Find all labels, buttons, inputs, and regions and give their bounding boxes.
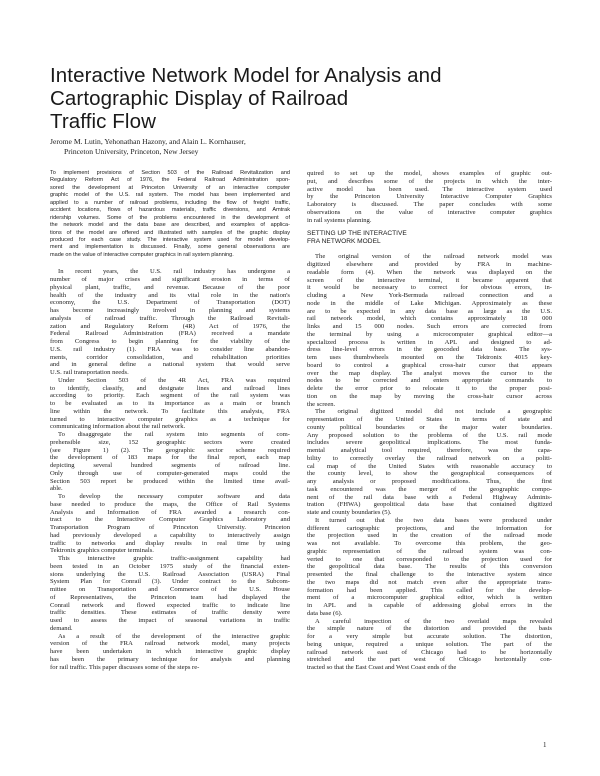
text-line: prehensible size, 152 geographic sectors were created <box>50 438 290 446</box>
text-line: number of major crises and significant erosion in terms of <box>50 276 290 283</box>
page-number: 1 <box>543 741 547 749</box>
title-line: Traffic Flow <box>50 110 156 133</box>
text-line: Conrail network and flowed expected traffic to indicate line <box>50 601 290 609</box>
text-line: economy, the U.S. Department of Transportation (DOT) <box>50 299 290 307</box>
text-line: U.S. rail transportation needs. <box>50 369 129 376</box>
text-line: in APL and is capable of addressing global errors in the <box>307 602 552 610</box>
text-line: for a very simple but accurate solution. The distortion, <box>307 633 552 641</box>
text-line: board to control a graphical cross-hair cursor that appears <box>307 361 552 369</box>
text-line: links and 15 000 nodes. Such errors are corrected from <box>307 323 552 331</box>
left-column <box>50 170 290 671</box>
text-line: traffic to networks and display results in real time by using <box>50 539 290 547</box>
paragraph <box>50 431 290 493</box>
author-affiliation: Princeton University, Princeton, New Jersey <box>64 146 199 156</box>
text-line: Only through use of computer-generated maps could the <box>50 469 290 477</box>
abstract-line: sored the development at Princeton University of an interactive computer <box>50 184 290 191</box>
paragraph <box>50 493 290 555</box>
text-line: stretched and the part west of Chicago horizontally con- <box>307 656 552 664</box>
text-line: the terminal by using a microcomputer graphical editor—a <box>307 330 552 338</box>
text-line: tion on the map by moving the cross-hair cursor across <box>307 392 552 400</box>
text-line: tem uses thumbwheels mounted on the Tektronix 4015 key- <box>307 354 552 362</box>
text-line: has been the primary technique for analysis and planning <box>50 655 290 663</box>
text-line: different cartographic projections, and the information for <box>307 524 552 532</box>
text-line: Federal Railroad Administration (FRA) received a mandate <box>50 330 290 338</box>
paragraph <box>307 253 552 408</box>
text-line: to be evaluated as to its importance as a main or branch <box>50 400 290 407</box>
text-line: had previously developed a capability to interactively assign <box>50 531 290 539</box>
abstract-line: To implement provisions of Section 503 of the Railroad Revitalization and <box>50 170 290 176</box>
text-line: has become increasingly involved in planning and systems <box>50 307 290 314</box>
text-line: analysis of railroad traffic. Through the Railroad Revitali- <box>50 314 290 322</box>
text-line: Any proposed solution to the problems of the U.S. rail mode <box>307 431 552 439</box>
text-line: state and county boundaries (5). <box>307 509 392 517</box>
paragraph <box>50 555 290 633</box>
text-line: dress line-level errors in the geocoded data base. The sys- <box>307 346 552 354</box>
text-line: able. <box>50 485 63 493</box>
text-line: to identify, classify, and designate lines and railroad lines <box>50 384 290 392</box>
right-intro-text <box>307 170 552 224</box>
text-line: the development of 183 maps for the final report, each map <box>50 454 290 462</box>
abstract-line: accident locations, flows of hazardous materials, traffic diversions, and Amtrak <box>50 207 290 214</box>
title-line: Interactive Network Model for Analysis and <box>50 64 442 87</box>
text-line: traffic densities. These estimates of traffic density were <box>50 609 290 617</box>
text-line: nent of the rail data base with a Federal Highway Adminis- <box>307 493 552 501</box>
text-line: over the map display. The analyst moves the cursor to the <box>307 369 552 377</box>
text-line: verted to one that corresponded to the projection used for <box>307 555 552 563</box>
text-line: turned to interactive computer graphics as a technique for <box>50 415 290 423</box>
text-line: presented the final challenge to the interactive system since <box>307 571 552 579</box>
text-line: tracted so that the East Coast and West Coast ends of the <box>307 664 457 672</box>
text-line: A careful inspection of the two overlaid maps revealed <box>315 617 552 625</box>
paper-title <box>50 64 550 133</box>
paragraph <box>307 170 552 224</box>
text-line: To develop the necessary computer software and data <box>58 493 290 500</box>
text-line: The original version of the railroad network model was <box>315 253 552 261</box>
left-body-text <box>50 268 290 671</box>
text-line: mittee on Transportation and Commerce of the U.S. House <box>50 586 290 593</box>
text-line: To disaggregate the rail system into segments of com- <box>58 431 290 438</box>
text-line: bility to correctly overlay the railroad network on a politi- <box>307 454 552 462</box>
text-line: for rail traffic. This paper discusses some of the steps re- <box>50 663 200 671</box>
text-line: readable form (4). When the network was displayed on the <box>307 268 552 276</box>
text-line: The original digitized model did not include a geographic <box>315 408 552 416</box>
text-line: Analysis and Information of FRA awarded a research con- <box>50 508 290 516</box>
text-line: mental analytical tool required, therefore, was the capa- <box>307 447 552 455</box>
text-line: have been undertaken in which interactive graphic display <box>50 648 290 655</box>
author-names: Jerome M. Lutin, Yehonathan Hazony, and Alain L. Kornhauser, <box>50 137 246 146</box>
text-line: tract to the Interactive Computer Graphics Laboratory and <box>50 516 290 524</box>
text-line: System Plan for Conrail (3). Under contract to the Subcom- <box>50 578 290 586</box>
text-line: used to assess the impact of seasonal variations in traffic <box>50 617 290 624</box>
text-line: base needed to produce the maps, the Office of Rail Systems <box>50 500 290 508</box>
text-line: of Representatives, the Princeton team had displayed the <box>50 593 290 601</box>
text-line: includes severe geopolitical implications. The most funda- <box>307 439 552 447</box>
paragraph <box>307 408 552 517</box>
text-line: the geopolitical data base. The results of this conversion <box>307 563 552 571</box>
abstract <box>50 170 290 259</box>
text-line: from Congress to begin planning for the viability of the <box>50 338 290 345</box>
paragraph <box>50 268 290 377</box>
right-body-text <box>307 253 552 672</box>
section-heading-line: SETTING UP THE INTERACTIVE <box>307 230 407 238</box>
text-line: Under Section 503 of the 4R Act, FRA was required <box>58 376 290 384</box>
text-line: it would be necessary to correct for obvious errors, in- <box>307 284 552 292</box>
text-line: ments, corridor consolidation, and rehabilitation priorities <box>50 353 290 361</box>
text-line: Transportation Program of Princeton University. Princeton <box>50 524 290 531</box>
text-line: digitized elsewhere and provided by FRA in machine- <box>307 261 552 269</box>
text-line: nodes to be corrected and enters appropriate commands to <box>307 377 552 385</box>
text-line: Laboratory is discussed. The paper concludes with some <box>307 201 552 208</box>
text-line: data base (6). <box>307 609 343 617</box>
abstract-line: tions of the model are offered and illustrated with samples of the graphic display <box>50 229 290 236</box>
abstract-line: applied to a number of railroad problems, including the flow of freight traffic, <box>50 199 290 206</box>
paragraph <box>50 633 290 672</box>
text-line: In recent years, the U.S. rail industry has undergone a <box>58 268 290 276</box>
text-line: U.S. rail industry (1). FRA was to consider line abandon- <box>50 345 290 353</box>
text-line: being unique, required a unique solution. The part of the <box>307 640 552 648</box>
text-line: the two maps did not match even after the appropriate trans- <box>307 578 552 586</box>
text-line: (see Figure 1) (2). The geographic sector scheme required <box>50 446 290 454</box>
text-line: active model has been used. The interactive system used <box>307 185 552 193</box>
text-line: are to be expected in any data base as large as the U.S. <box>307 307 552 315</box>
text-line: screen of the interactive terminal, it became apparent that <box>307 276 552 284</box>
text-line: any analysis or proposed modifications. Thus, the first <box>307 478 552 486</box>
text-line: cluding a New York-Bermuda railroad connection and a <box>307 292 552 300</box>
text-line: This interactive graphic traffic-assignment capability had <box>58 555 290 562</box>
text-line: rail network model, which contains approximately 18 000 <box>307 315 552 323</box>
text-line: sions underlying the U.S. Railroad Association (USRA) Final <box>50 570 290 578</box>
text-line: specialized process is written in APL and designed to ad- <box>307 338 552 346</box>
text-line: Tektronix graphics computer terminals. <box>50 547 154 555</box>
text-line: county political boundaries or the major water boundaries. <box>307 423 552 431</box>
text-line: version of the FRA railroad network model, many projects <box>50 640 290 648</box>
text-line: observations on the value of interactive computer graphics <box>307 208 552 216</box>
text-line: by the Princeton University Interactive Computer Graphics <box>307 193 552 201</box>
text-line: according to priority. Each segment of the rail system was <box>50 392 290 400</box>
text-line: demand. <box>50 624 73 632</box>
text-line: was not available. To overcome this problem, the geo- <box>307 540 552 548</box>
text-line: put, and describes some of the projects in which the inter- <box>307 177 552 185</box>
text-line: tration (FHWA) geopolitical data base that contained digitized <box>307 501 552 509</box>
abstract-line: Regulatory Reform Act of 1976, the Federal Railroad Administration spon- <box>50 177 290 184</box>
paragraph <box>307 517 552 618</box>
paragraph <box>50 377 290 431</box>
text-line: graphic representation of the railroad system was con- <box>307 547 552 555</box>
text-line: node in the middle of Lake Michigan. Approximately as these <box>307 299 552 307</box>
text-line: depicting several hundred segments of railroad line. <box>50 462 290 469</box>
text-line: the screen. <box>307 400 336 408</box>
text-line: line within the network. To facilitate this analysis, FRA <box>50 407 290 415</box>
text-line: the county level, to show the geographical consequences of <box>307 470 552 478</box>
text-line: health of the industry and its vital role in the nation's <box>50 291 290 299</box>
text-line: As a result of the development of the interactive graphic <box>58 632 290 640</box>
title-line: Cartographic Display of Railroad <box>50 87 349 110</box>
abstract-line: ment and implementation is discussed. Finally, some general observations are <box>50 244 290 251</box>
abstract-line: graphic model of the U.S. rail system. The model has been implemented and <box>50 192 290 199</box>
abstract-line: ridership volumes. Some of the problems encountered in the development of <box>50 214 290 221</box>
text-line: zation and Regulatory Reform (4R) Act of 1976, the <box>50 322 290 330</box>
text-line: representation of the United States in terms of state and <box>307 416 552 424</box>
text-line: delete the error prior to relocate it to the proper posi- <box>307 385 552 393</box>
section-heading-line: FRA NETWORK MODEL <box>307 237 381 245</box>
text-line: formation had been applied. This called for the develop- <box>307 586 552 594</box>
text-line: quired to set up the model, shows examples of graphic out- <box>307 170 552 177</box>
right-column <box>307 170 552 672</box>
section-heading <box>307 230 552 245</box>
text-line: the simple nature of the distortion and provided the basis <box>307 625 552 633</box>
text-line: railroad network east of Chicago had to be horizontally <box>307 648 552 656</box>
paragraph <box>307 618 552 672</box>
author-block <box>50 137 370 156</box>
text-line: physical plant, traffic, and revenue. Because of the poor <box>50 283 290 291</box>
text-line: Section 503 report be produced within the limited time avail- <box>50 477 290 485</box>
text-line: been tested in an October 1975 study of the financial exten- <box>50 562 290 570</box>
text-line: It turned out that the two data bases were produced under <box>315 516 552 524</box>
text-line: cal map of the United States with reasonable accuracy to <box>307 462 552 470</box>
abstract-line: produced for each case study. The interactive system used for model develop- <box>50 236 290 243</box>
abstract-line: the network model and the data base are described, and examples of applica- <box>50 222 290 229</box>
text-line: in rail systems planning. <box>307 216 372 224</box>
text-line: the projection used in the creation of the railroad mode <box>307 532 552 540</box>
text-line: and in general define a national system that would serve <box>50 361 290 369</box>
text-line: communicating information about the rail network. <box>50 423 186 431</box>
text-line: task encountered was the merger of the geographic compo- <box>307 485 552 493</box>
abstract-line: made on the value of interactive computer graphics in rail system planning. <box>50 251 234 258</box>
text-line: ment of a microcomputer graphical editor, which is written <box>307 594 552 602</box>
